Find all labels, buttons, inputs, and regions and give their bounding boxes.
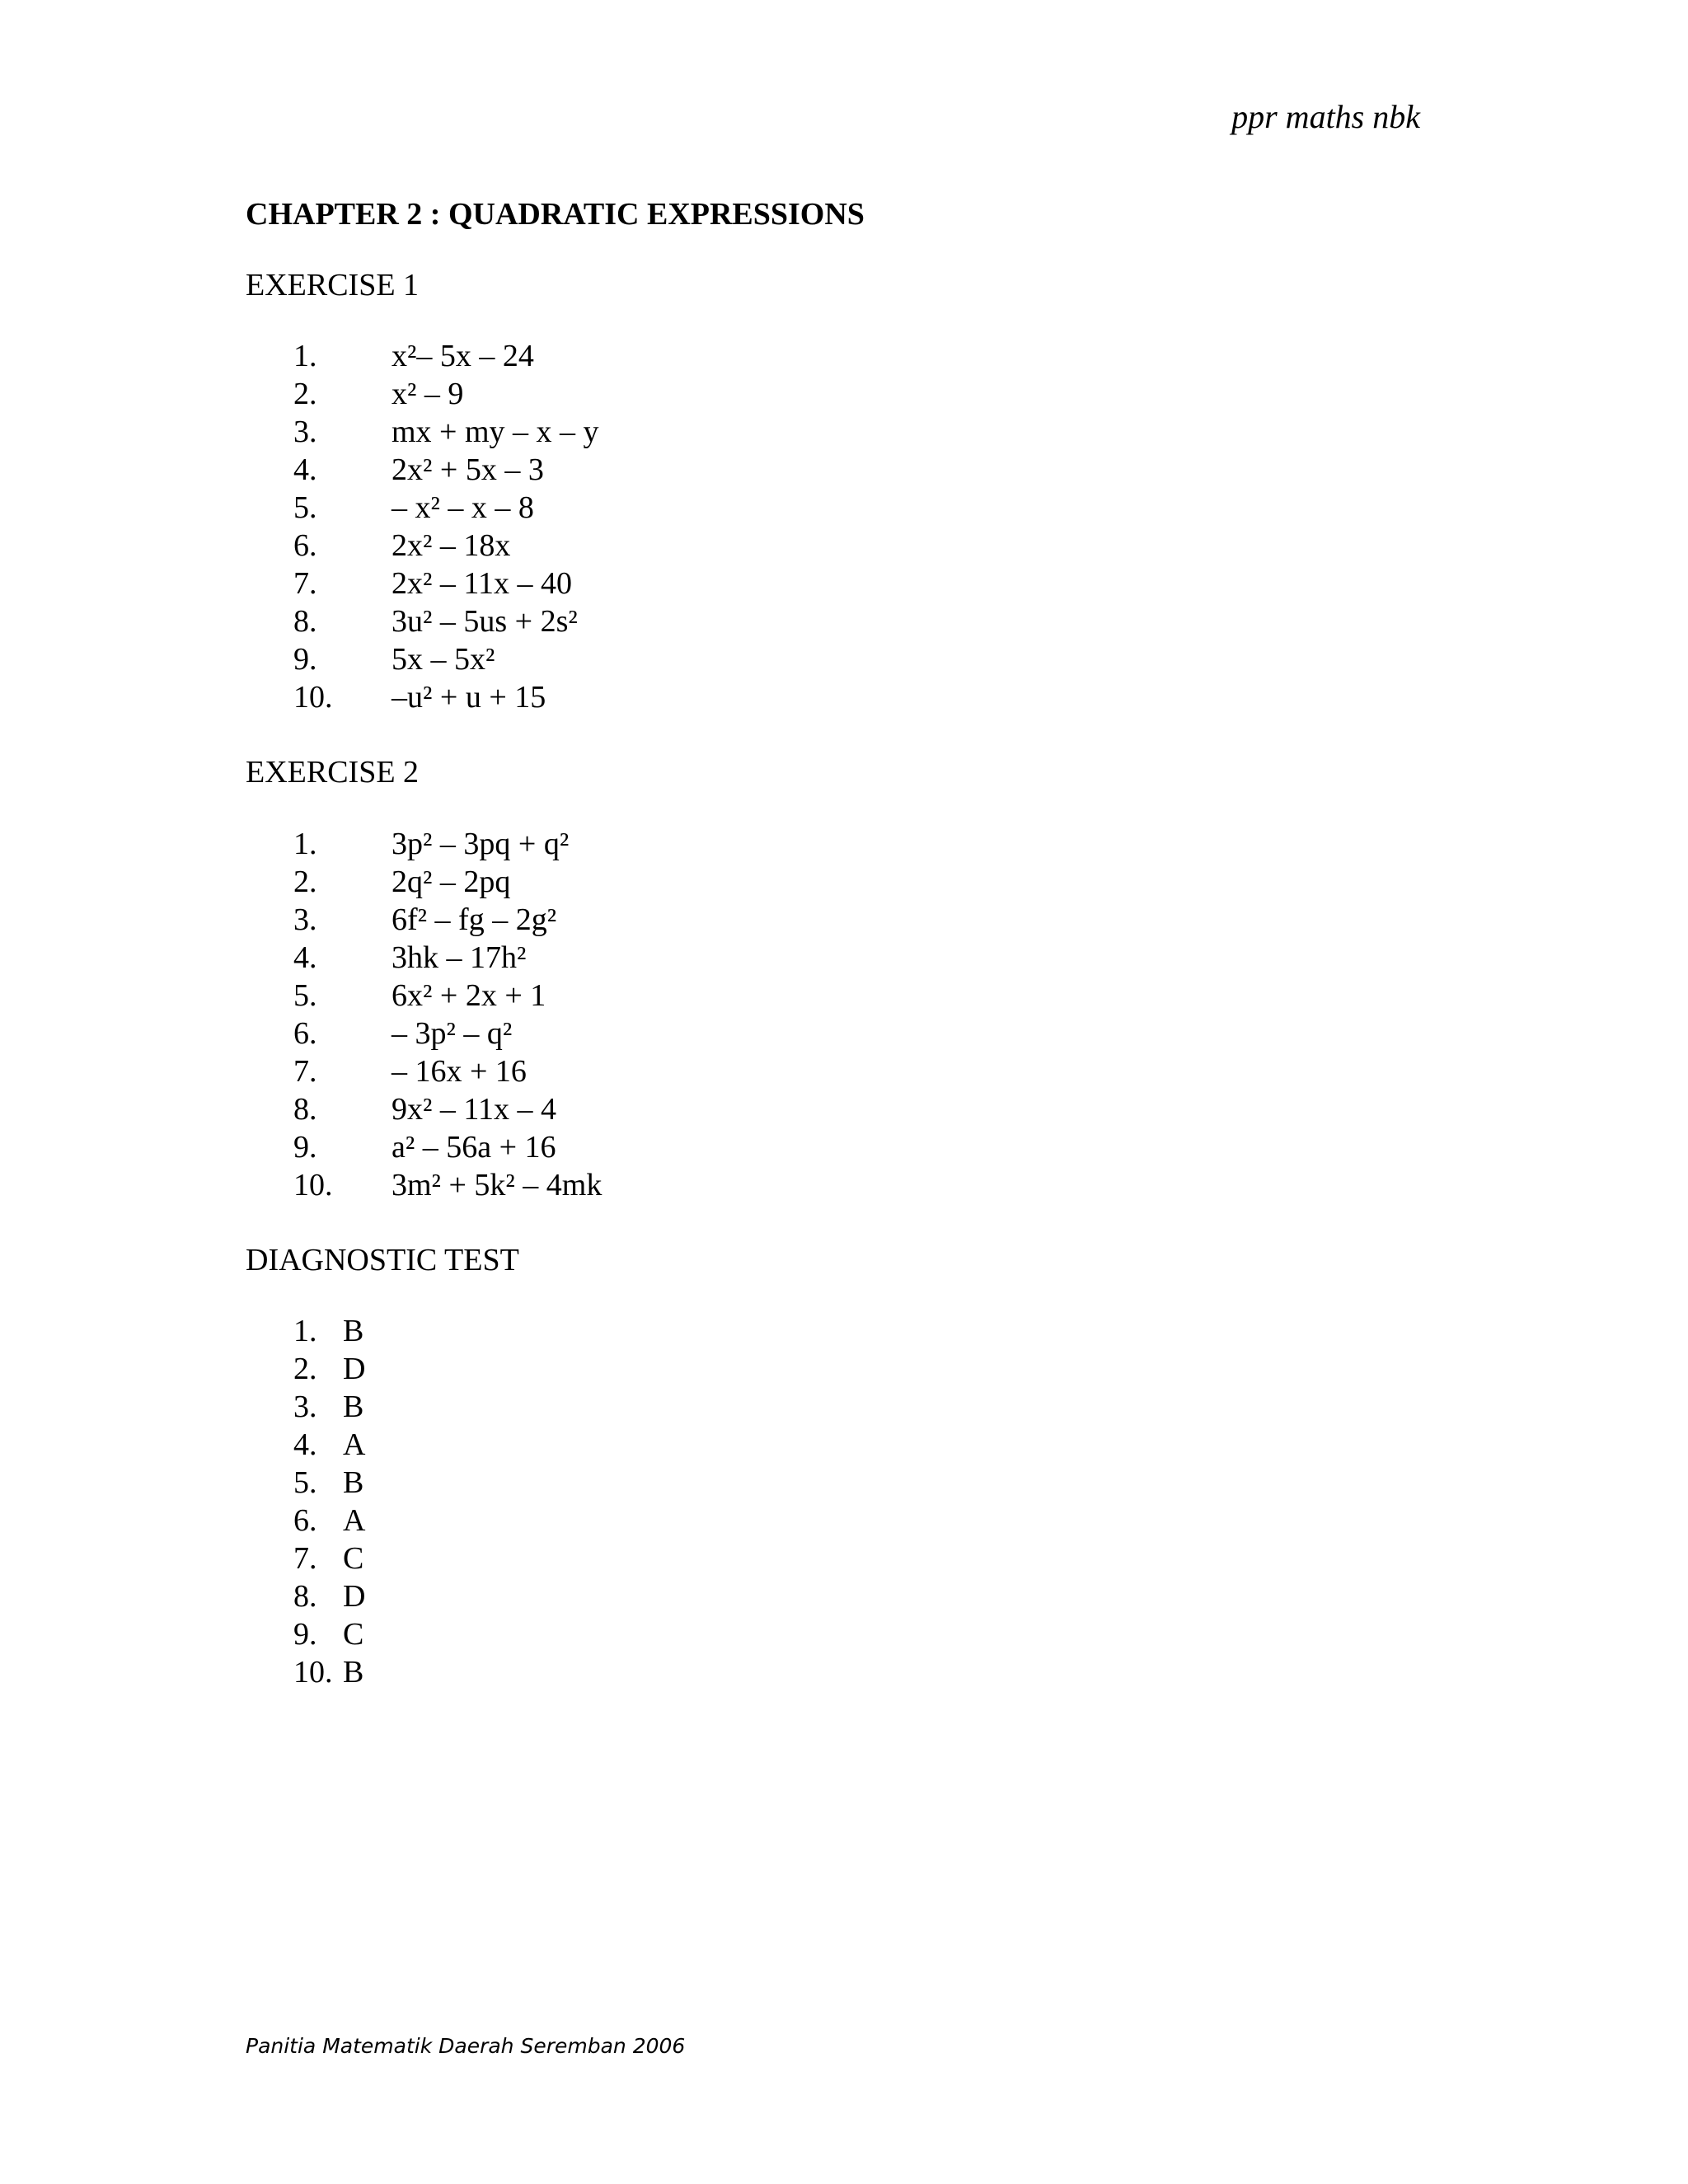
item-expression: – 3p² – q²	[392, 1015, 513, 1051]
answer-letter: B	[343, 1655, 364, 1690]
exercise-item	[246, 640, 1441, 678]
answer-number: 8.	[293, 1579, 317, 1615]
answer-number: 5.	[293, 1465, 317, 1501]
item-expression: 2q² – 2pq	[392, 864, 511, 899]
item-expression: 3hk – 17h²	[392, 940, 527, 975]
item-number: 9.	[293, 642, 317, 677]
exercise-item	[246, 375, 1441, 413]
exercise-item	[246, 1166, 1441, 1204]
answer-number: 3.	[293, 1390, 317, 1425]
exercise-1-title: EXERCISE 1	[246, 267, 420, 302]
answer-letter: A	[343, 1503, 366, 1539]
footer-note: Panitia Matematik Daerah Seremban 2006	[246, 2034, 686, 2058]
exercise-item	[246, 413, 1441, 451]
item-expression: 2x² + 5x – 3	[392, 452, 544, 488]
item-number: 6.	[293, 1015, 317, 1051]
answer-item	[246, 1388, 1441, 1426]
answer-item	[246, 1653, 1441, 1691]
item-expression: 2x² – 11x – 40	[392, 566, 572, 602]
answer-number: 9.	[293, 1617, 317, 1652]
answer-number: 7.	[293, 1541, 317, 1577]
item-number: 9.	[293, 1129, 317, 1165]
item-number: 1.	[293, 826, 317, 861]
item-expression: 9x² – 11x – 4	[392, 1091, 556, 1127]
answer-letter: B	[343, 1314, 364, 1349]
answer-item	[246, 1577, 1441, 1615]
item-expression: – 16x + 16	[392, 1053, 527, 1089]
exercise-item	[246, 1052, 1441, 1090]
item-number: 10.	[293, 680, 333, 715]
answer-item	[246, 1540, 1441, 1577]
item-expression: 3m² + 5k² – 4mk	[392, 1167, 603, 1202]
answer-item	[246, 1502, 1441, 1540]
exercise-2-list	[246, 825, 1441, 1204]
exercise-item	[246, 489, 1441, 527]
answer-item	[246, 1350, 1441, 1388]
item-expression: 5x – 5x²	[392, 642, 495, 677]
item-number: 5.	[293, 490, 317, 526]
exercise-item	[246, 901, 1441, 939]
item-number: 10.	[293, 1167, 333, 1202]
answer-number: 6.	[293, 1503, 317, 1539]
item-expression: 6f² – fg – 2g²	[392, 902, 557, 937]
item-expression: 2x² – 18x	[392, 528, 511, 564]
item-number: 7.	[293, 1053, 317, 1089]
item-number: 5.	[293, 977, 317, 1013]
answer-letter: D	[343, 1579, 366, 1615]
exercise-item	[246, 337, 1441, 375]
item-expression: 3u² – 5us + 2s²	[392, 604, 578, 640]
item-expression: 6x² + 2x + 1	[392, 977, 546, 1013]
exercise-item	[246, 1090, 1441, 1128]
item-expression: –u² + u + 15	[392, 680, 546, 715]
answer-letter: B	[343, 1465, 364, 1501]
item-number: 4.	[293, 452, 317, 488]
item-number: 7.	[293, 566, 317, 602]
exercise-2-title: EXERCISE 2	[246, 755, 420, 790]
answer-letter: D	[343, 1352, 366, 1387]
exercise-item	[246, 565, 1441, 602]
item-number: 3.	[293, 415, 317, 450]
item-number: 2.	[293, 864, 317, 899]
item-number: 8.	[293, 1091, 317, 1127]
item-number: 6.	[293, 528, 317, 564]
item-expression: x² – 9	[392, 377, 464, 412]
item-expression: – x² – x – 8	[392, 490, 534, 526]
chapter-title: CHAPTER 2 : QUADRATIC EXPRESSIONS	[246, 197, 865, 232]
item-number: 3.	[293, 902, 317, 937]
item-number: 8.	[293, 604, 317, 640]
item-expression: 3p² – 3pq + q²	[392, 826, 570, 861]
item-expression: mx + my – x – y	[392, 415, 599, 450]
exercise-item	[246, 1015, 1441, 1052]
exercise-item	[246, 678, 1441, 716]
answer-number: 2.	[293, 1352, 317, 1387]
answer-item	[246, 1615, 1441, 1653]
exercise-item	[246, 451, 1441, 489]
exercise-item	[246, 602, 1441, 640]
exercise-item	[246, 939, 1441, 977]
exercise-item	[246, 527, 1441, 565]
answer-letter: B	[343, 1390, 364, 1425]
answer-item	[246, 1464, 1441, 1502]
answer-letter: C	[343, 1617, 364, 1652]
answer-item	[246, 1312, 1441, 1350]
answer-letter: A	[343, 1427, 366, 1463]
answer-letter: C	[343, 1541, 364, 1577]
item-expression: a² – 56a + 16	[392, 1129, 556, 1165]
item-expression: x²– 5x – 24	[392, 339, 534, 374]
page-content	[246, 196, 1441, 1729]
item-number: 2.	[293, 377, 317, 412]
exercise-item	[246, 977, 1441, 1015]
answer-item	[246, 1426, 1441, 1464]
answer-number: 1.	[293, 1314, 317, 1349]
answer-number: 10.	[293, 1655, 333, 1690]
item-number: 4.	[293, 940, 317, 975]
diagnostic-answer-list	[246, 1312, 1441, 1691]
exercise-item	[246, 825, 1441, 863]
answer-number: 4.	[293, 1427, 317, 1463]
item-number: 1.	[293, 339, 317, 374]
exercise-item	[246, 1128, 1441, 1166]
exercise-item	[246, 863, 1441, 901]
exercise-1-list	[246, 337, 1441, 716]
header-note: ppr maths nbk	[1231, 98, 1420, 135]
diagnostic-test-title: DIAGNOSTIC TEST	[246, 1242, 519, 1277]
